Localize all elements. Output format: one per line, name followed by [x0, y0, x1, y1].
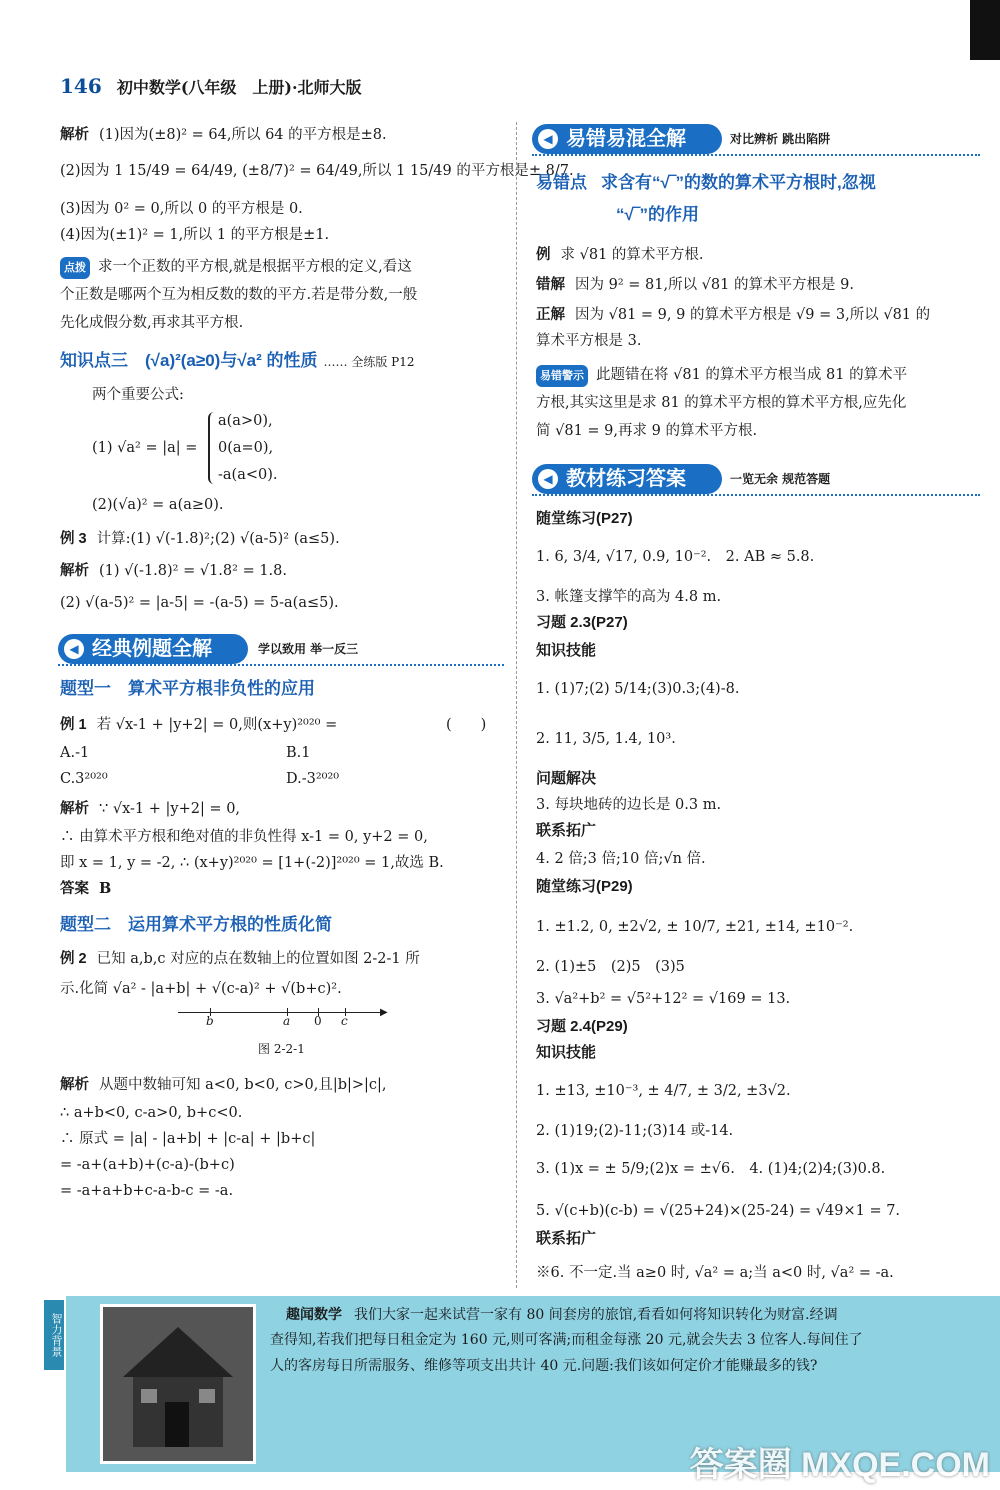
analysis-line: (2)因为 1 15/49 = 64/49, (±8/7)² = 64/49,所以 1 15/49 的平方根是± 8/7. — [60, 163, 574, 179]
example3-solution: (2) √(a-5)² = |a-5| = -(a-5) = 5-a(a≤5). — [60, 595, 339, 611]
tip-tag: 点拨 — [60, 257, 90, 279]
example3-solution: (1) √(-1.8)² = √1.8² = 1.8. — [99, 563, 287, 579]
example1-solution: ∴ 由算术平方根和绝对值的非负性得 x-1 = 0, y+2 = 0, — [60, 829, 428, 845]
option-b: B.1 — [286, 745, 311, 761]
example3-label: 例 3 — [60, 531, 87, 547]
fun-text: 我们大家一起来试营一家有 80 间套房的旅馆,看看如何将知识转化为财富.经调 — [354, 1307, 838, 1323]
option-d: D.-3²⁰²⁰ — [286, 771, 340, 787]
error-point-label: 易错点 — [536, 173, 587, 192]
fun-text: 查得知,若我们把每日租金定为 160 元,则可客满;而租金每涨 20 元,就会失去 3 位客人.每间住了 — [270, 1332, 863, 1348]
speaker-icon: ◀ — [538, 129, 558, 149]
analysis-label: 解析 — [60, 127, 89, 143]
formula-intro: 两个重要公式: — [92, 387, 184, 403]
banner-subtitle: 一览无余 规范答题 — [730, 472, 831, 486]
number-line — [178, 1012, 384, 1013]
answer-line: 2. (1)19;(2)-11;(3)14 或-14. — [536, 1123, 734, 1139]
answer-line: 2. (1)±5 (2)5 (3)5 — [536, 959, 685, 975]
divider — [58, 664, 504, 666]
answer-line: 1. (1)7;(2) 5/14;(3)0.3;(4)-8. — [536, 681, 740, 697]
example2-label: 例 2 — [60, 951, 87, 967]
example1-solution: ∵ √x-1 + |y+2| = 0, — [99, 801, 241, 817]
answer-section-heading: 随堂练习(P27) — [536, 510, 633, 527]
example3-text: 计算:(1) √(-1.8)²;(2) √(a-5)² (a≤5). — [96, 531, 340, 547]
tip-line: 先化成假分数,再求其平方根. — [60, 315, 244, 331]
column-separator — [516, 122, 517, 1288]
answer-section-heading: 问题解决 — [536, 770, 597, 787]
knowledge-point-title: 知识点三 (√a)²(a≥0)与√a² 的性质 — [60, 351, 318, 370]
warning-text: 此题错在将 √81 的算术平方根当成 81 的算术平 — [596, 367, 908, 383]
page-header — [60, 74, 362, 98]
arrow-icon: ▶ — [380, 1007, 388, 1018]
formula2: (2)(√a)² = a(a≥0). — [92, 497, 224, 513]
analysis-line: (4)因为(±1)² = 1,所以 1 的平方根是±1. — [60, 227, 330, 243]
option-a: A.-1 — [60, 745, 90, 761]
answer-section-heading: 随堂练习(P29) — [536, 878, 633, 895]
example2-solution: = -a+a+b+c-a-b-c = -a. — [60, 1183, 234, 1199]
warning-text: 简 √81 = 9,再求 9 的算术平方根. — [536, 423, 758, 439]
example1-label: 例 1 — [60, 717, 87, 733]
speaker-icon: ◀ — [64, 639, 84, 659]
question-type-title: 题型一 算术平方根非负性的应用 — [60, 679, 315, 698]
banner-subtitle: 对比辨析 跳出陷阱 — [730, 132, 831, 146]
formula1-case: -a(a<0). — [218, 467, 278, 483]
tick-label: c — [341, 1014, 348, 1028]
answer-line: 4. 2 倍;3 倍;10 倍;√n 倍. — [536, 851, 706, 867]
wrong-solution: 因为 9² = 81,所以 √81 的算术平方根是 9. — [575, 277, 854, 293]
section-banner: ◀ 经典例题全解 — [58, 634, 248, 664]
answer-value: B — [99, 880, 112, 897]
warning-tag: 易错警示 — [536, 365, 588, 387]
option-c: C.3²⁰²⁰ — [60, 771, 108, 787]
formula1-case: 0(a=0), — [218, 440, 274, 456]
example2-solution: ∴ a+b<0, c-a>0, b+c<0. — [60, 1105, 243, 1121]
example1-solution-label: 解析 — [60, 801, 89, 817]
knowledge-point-ref: …… 全练版 P12 — [323, 355, 415, 369]
correct-solution: 因为 √81 = 9, 9 的算术平方根是 √9 = 3,所以 √81 的 — [575, 307, 931, 323]
answer-section-heading: 习题 2.3(P27) — [536, 614, 628, 631]
example1-solution: 即 x = 1, y = -2, ∴ (x+y)²⁰²⁰ = [1+(-2)]²⁰²⁰ = 1,故选 B. — [60, 855, 444, 871]
figure-caption: 图 2-2-1 — [258, 1042, 305, 1056]
answer-section-heading: 知识技能 — [536, 1044, 597, 1061]
formula1-lhs: (1) √a² = |a| = — [92, 440, 198, 456]
house-photo — [100, 1304, 256, 1464]
example3-solution-label: 解析 — [60, 563, 89, 579]
answer-line: ※6. 不一定.当 a≥0 时, √a² = a;当 a<0 时, √a² = -a. — [536, 1265, 894, 1281]
example2-solution: = -a+(a+b)+(c-a)-(b+c) — [60, 1157, 235, 1173]
tick-label: b — [206, 1014, 214, 1028]
answer-section-heading: 联系拓广 — [536, 822, 597, 839]
analysis-line: (1)因为(±8)² = 64,所以 64 的平方根是±8. — [99, 127, 387, 143]
correct-solution: 算术平方根是 3. — [536, 333, 642, 349]
answer-label: 答案 — [60, 881, 89, 897]
correct-solution-label: 正解 — [536, 307, 565, 323]
answer-section-heading: 知识技能 — [536, 642, 597, 659]
warning-text: 方根,其实这里是求 81 的算术平方根的算术平方根,应先化 — [536, 395, 907, 411]
answer-line: 5. √(c+b)(c-b) = √(25+24)×(25-24) = √49×1 = 7. — [536, 1203, 901, 1219]
answer-line: 3. (1)x = ± 5/9;(2)x = ±√6. 4. (1)4;(2)4;(3)0.8. — [536, 1161, 886, 1177]
example2-text: 示.化简 √a² - |a+b| + √(c-a)² + √(b+c)². — [60, 981, 342, 997]
answer-section-heading: 联系拓广 — [536, 1230, 597, 1247]
fun-title: 趣闻数学 — [286, 1306, 342, 1322]
page-number: 146 — [60, 74, 102, 98]
answer-line: 1. ±1.2, 0, ±2√2, ± 10/7, ±21, ±14, ±10⁻². — [536, 919, 854, 935]
tick-label: 0 — [314, 1014, 322, 1028]
example1-text: 若 √x-1 + |y+2| = 0,则(x+y)²⁰²⁰ = — [96, 717, 338, 733]
analysis-line: (3)因为 0² = 0,所以 0 的平方根是 0. — [60, 201, 303, 217]
side-tab: 智力背景 — [44, 1300, 64, 1370]
answer-line: 3. 帐篷支撑竿的高为 4.8 m. — [536, 589, 722, 605]
example-label: 例 — [536, 247, 551, 263]
scan-edge — [970, 0, 1000, 60]
question-type-title: 题型二 运用算术平方根的性质化简 — [60, 915, 332, 934]
banner-subtitle: 学以致用 举一反三 — [258, 642, 359, 656]
brace — [208, 412, 218, 484]
answer-paren: ( ) — [446, 717, 487, 733]
section-banner: ◀ 易错易混全解 — [532, 124, 722, 154]
divider — [532, 494, 980, 496]
speaker-icon: ◀ — [538, 469, 558, 489]
tick-label: a — [283, 1014, 291, 1028]
wrong-solution-label: 错解 — [536, 277, 565, 293]
answer-line: 1. 6, 3/4, √17, 0.9, 10⁻². 2. AB ≈ 5.8. — [536, 549, 815, 565]
book-title: 初中数学(八年级 上册)·北师大版 — [116, 78, 362, 97]
error-point-text: 求含有“√‾”的数的算术平方根时,忽视 — [601, 173, 876, 192]
tip-line: 个正数是哪两个互为相反数的数的平方.若是带分数,一般 — [60, 287, 418, 303]
divider — [532, 154, 980, 156]
example-text: 求 √81 的算术平方根. — [560, 247, 704, 263]
answer-line: 3. √a²+b² = √5²+12² = √169 = 13. — [536, 991, 791, 1007]
answer-section-heading: 习题 2.4(P29) — [536, 1018, 628, 1035]
watermark: 答案圈 MXQE.COM — [689, 1446, 990, 1484]
section-banner: ◀ 教材练习答案 — [532, 464, 722, 494]
example2-text: 已知 a,b,c 对应的点在数轴上的位置如图 2-2-1 所 — [96, 951, 420, 967]
answer-line: 3. 每块地砖的边长是 0.3 m. — [536, 797, 722, 813]
formula1-case: a(a>0), — [218, 413, 273, 429]
example2-solution-label: 解析 — [60, 1077, 89, 1093]
answer-line: 1. ±13, ±10⁻³, ± 4/7, ± 3/2, ±3√2. — [536, 1083, 791, 1099]
answer-line: 2. 11, 3/5, 1.4, 10³. — [536, 731, 676, 747]
example2-solution: ∴ 原式 = |a| - |a+b| + |c-a| + |b+c| — [60, 1131, 316, 1147]
error-point-text: “√‾”的作用 — [616, 205, 699, 224]
example2-solution: 从题中数轴可知 a<0, b<0, c>0,且|b|>|c|, — [99, 1077, 387, 1093]
tip-line: 求一个正数的平方根,就是根据平方根的定义,看这 — [98, 259, 412, 275]
fun-text: 人的客房每日所需服务、维修等项支出共计 40 元.问题:我们该如何定价才能赚最多的钱? — [270, 1358, 818, 1374]
